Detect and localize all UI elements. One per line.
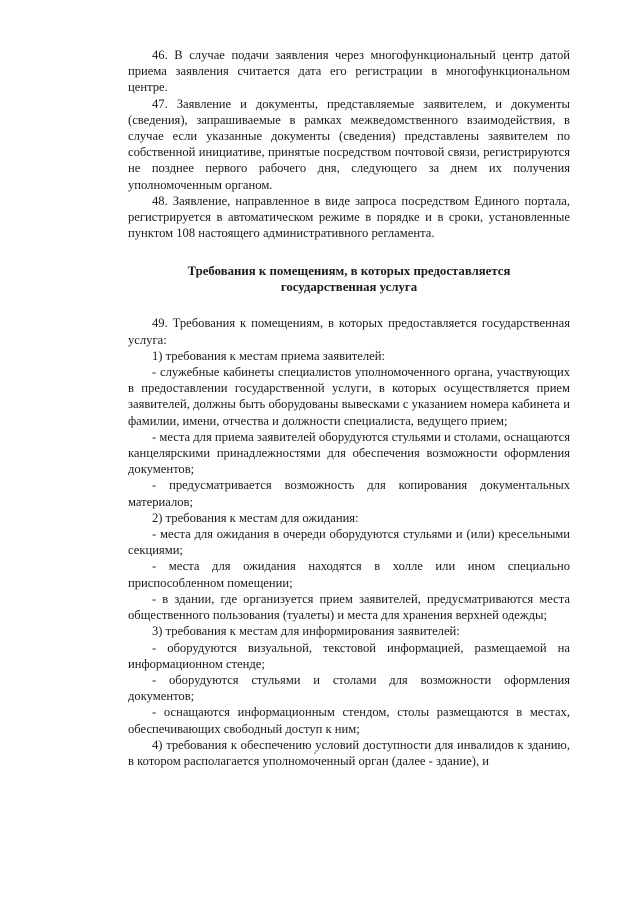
document-body	[128, 47, 570, 769]
paragraph-48: 48. Заявление, направленное в виде запроса посредством Единого портала, регистрируется в автоматическом режиме в порядке и в сроки, установленные пунктом 108 настоящего административного регламента.	[128, 193, 570, 241]
list-item: - места для приема заявителей оборудуются стульями и столами, оснащаются канцелярскими принадлежностями для обеспечения возможности оформления документов;	[128, 429, 570, 477]
list-item: - места для ожидания находятся в холле или ином специально приспособленном помещении;	[128, 559, 570, 590]
list-item: - в здании, где организуется прием заявителей, предусматриваются места общественного пользования (туалеты) и места для хранения верхней одежды;	[128, 591, 570, 623]
list-heading-informing: 3) требования к местам для информирования заявителей:	[152, 624, 460, 639]
list-heading-waiting: 2) требования к местам для ожидания:	[152, 510, 359, 525]
scan-speck	[314, 752, 316, 754]
section-heading-line-2: государственная услуга	[280, 280, 418, 295]
section-heading-line-1: Требования к помещениям, в которых предоставляется	[187, 264, 511, 279]
list-heading-reception: 1) требования к местам приема заявителей:	[152, 348, 386, 363]
paragraph-49: 49. Требования к помещениям, в которых предоставляется государственная услуга:	[128, 316, 570, 347]
list-item: - оснащаются информационным стендом, столы размещаются в местах, обеспечивающих свободный доступ к ним;	[128, 705, 570, 736]
paragraph-46: 46. В случае подачи заявления через многофункциональный центр датой приема заявления считается дата его регистрации в многофункциональном центре.	[128, 48, 570, 95]
list-heading-accessibility: 4) требования к обеспечению условий доступности для инвалидов к зданию, в котором располагается уполномоченный орган (далее - здание), и	[128, 737, 570, 768]
list-item: - оборудуются стульями и столами для возможности оформления документов;	[128, 672, 570, 704]
list-item: - места для ожидания в очереди оборудуются стульями и (или) кресельными секциями;	[128, 527, 570, 558]
list-item: - оборудуются визуальной, текстовой информацией, размещаемой на информационном стенде;	[128, 640, 570, 671]
paragraph-47: 47. Заявление и документы, представляемые заявителем, и документы (сведения), запрашиваемые в рамках межведомственного взаимодействия, в случае если указанные документы (сведения) представлены заявителем по собственной инициативе, принятые посредством почтовой связи, регистрируются не позднее первого рабочего дня, следующего за днем их получения уполномоченным органом.	[128, 96, 570, 192]
section-heading	[128, 263, 570, 295]
list-item: - предусматривается возможность для копирования документальных материалов;	[128, 478, 570, 509]
list-item: - служебные кабинеты специалистов уполномоченного органа, участвующих в предоставлении государственной услуги, в которых осуществляется прием заявителей, должны быть оборудованы вывесками с указанием номера кабинета и фамилии, имени, отчества и должности специалиста, ведущего прием;	[128, 365, 570, 428]
